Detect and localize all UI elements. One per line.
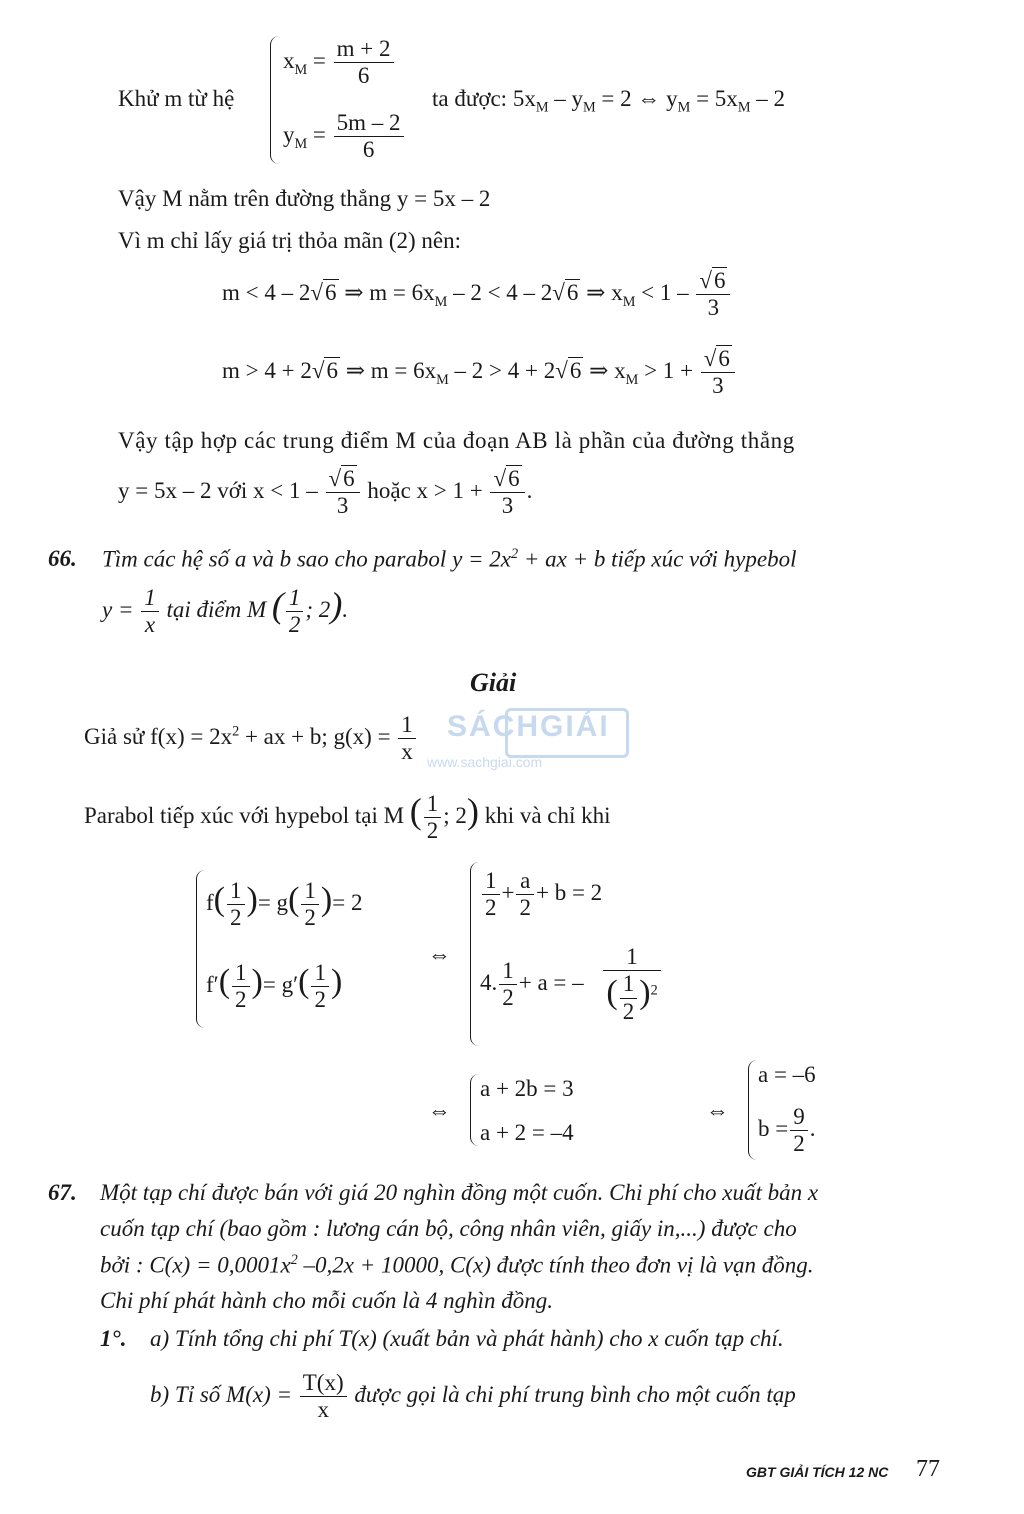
page-number: 77 xyxy=(916,1456,940,1482)
system4-brace xyxy=(470,1074,479,1146)
watermark-text: SÁCHGIẢI xyxy=(447,710,610,743)
system5-line1: a = –6 xyxy=(758,1062,816,1087)
solution-suppose: Giả sử $f(x) = 2x^2$ + ax + b; g(x) = $\frac{1}{x}$ xyxy=(84,712,418,766)
problem-67-line4: Chi phí phát hành cho mỗi cuốn là 4 nghìn đồng. xyxy=(100,1288,553,1313)
system4-line2: a + 2 = –4 xyxy=(480,1120,574,1145)
result1: ta được: $5x_M - y_M = 2$ ⇔ $y_M = 5x_M - 2$ xyxy=(432,86,785,116)
footer-label: GBT GIẢI TÍCH 12 NC xyxy=(746,1464,889,1480)
because-line: Vì m chỉ lấy giá trị thỏa mãn (2) nên: xyxy=(118,228,461,253)
problem-67-number: 67. xyxy=(48,1180,77,1205)
system2-line1: f( $\frac{1}{2}$ )= g( $\frac{1}{2}$ )= 2 xyxy=(206,878,363,931)
system1-eq2: $y_M$ = $\frac{5m - 2}{6}$ xyxy=(283,110,406,164)
system-brace xyxy=(270,36,279,164)
problem-66-text-2: y = $\frac{1}{x}$ tại điểm M ( $\frac{1}{2}$ ; 2). xyxy=(102,584,349,638)
system5-line2: b = $\frac{9}{2}$ . xyxy=(758,1104,816,1157)
problem-67-line1: Một tạp chí được bán với giá 20 nghìn đồng một cuốn. Chi phí cho xuất bản x xyxy=(100,1180,819,1205)
system3-line2: 4. $\frac{1}{2}$ + a = – 1 ( $\frac{1}{2}$ )$^2$ xyxy=(480,944,663,1025)
solution-heading: Giải xyxy=(470,668,517,697)
system2-brace xyxy=(196,870,205,1028)
problem-67-line2: cuốn tạp chí (bao gồm : lương cán bộ, công nhân viên, giấy in,...) được cho xyxy=(100,1216,797,1241)
conclusion-line-2: Vậy tập hợp các trung điểm M của đoạn AB là phần của đường thẳng xyxy=(118,428,795,453)
problem-67-line3: bởi : $C(x) = 0,0001x^2$ –0,2x + 10000, C(x) được tính theo đơn vị là vạn đồng. xyxy=(100,1252,814,1278)
system3-line1: $\frac{1}{2}$ + $\frac{a}{2}$ + b = 2 xyxy=(480,868,602,922)
system4-line1: a + 2b = 3 xyxy=(480,1076,574,1101)
system2-line2: f′( $\frac{1}{2}$ )= g′( $\frac{1}{2}$ ) xyxy=(206,960,343,1013)
conclusion-line-3: y = 5x – 2 với x < 1 – $\frac{√6}{3}$ hoặc x > 1 + $\frac{√6}{3}$ . xyxy=(118,466,533,519)
solution-tangent-line: Parabol tiếp xúc với hypebol tại M ( $\frac{1}{2}$ ; 2) khi và chỉ khi xyxy=(84,790,611,844)
system3-brace xyxy=(470,862,479,1046)
conclusion-line-1: Vậy M nằm trên đường thẳng y = 5x – 2 xyxy=(118,186,491,211)
system5-brace xyxy=(748,1060,757,1160)
problem-66-text: Tìm các hệ số a và b sao cho parabol $y = 2x^2$ + ax + b tiếp xúc với hypebol xyxy=(102,546,797,572)
system1-eq1: $x_M$ = $\frac{m + 2}{6}$ xyxy=(283,36,396,90)
intro-label: Khử m từ hệ xyxy=(118,86,235,111)
equiv-2: ⇔ xyxy=(428,1098,451,1123)
problem-67-part-a: a) Tính tổng chi phí T(x) (xuất bản và phát hành) cho x cuốn tạp chí. xyxy=(150,1326,784,1351)
equiv-1: ⇔ xyxy=(428,942,451,967)
problem-67-part1: 1°. xyxy=(100,1326,127,1351)
inequality-1: m < 4 – 2√6 ⇒ $m = 6x_M - 2 < 4 - 2√6$ ⇒ $x_M < 1$ – $\frac{√6}{3}$ xyxy=(222,268,732,322)
problem-66-number: 66. xyxy=(48,546,77,571)
inequality-2: m > 4 + 2√6 ⇒ $m = 6x_M - 2 > 4 + 2√6$ ⇒ $x_M > 1$ + $\frac{√6}{3}$ xyxy=(222,346,737,400)
watermark xyxy=(427,708,623,770)
equiv-3: ⇔ xyxy=(706,1098,729,1123)
watermark-url: www.sachgiai.com xyxy=(427,754,543,770)
problem-67-part-b: b) Tỉ số M(x) = $\frac{T(x)}{x}$ được gọi là chi phí trung bình cho một cuốn tạp xyxy=(150,1370,796,1423)
